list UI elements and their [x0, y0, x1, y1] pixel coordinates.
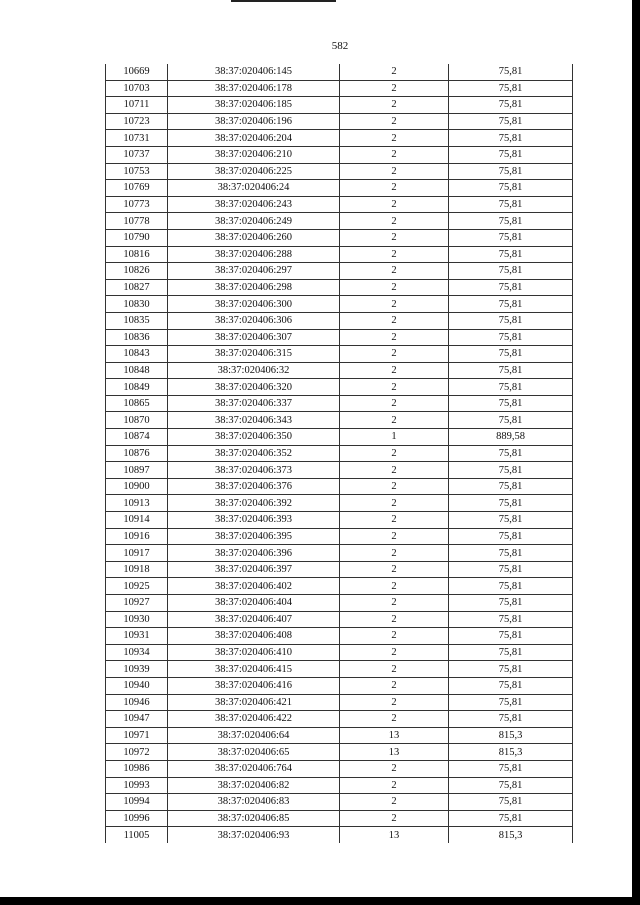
count-cell: 2	[340, 64, 449, 80]
table-row	[106, 462, 573, 479]
record-number-cell: 10835	[106, 312, 168, 329]
value-cell: 815,3	[449, 827, 573, 843]
record-number-cell: 10900	[106, 478, 168, 495]
record-number-cell: 10769	[106, 180, 168, 197]
count-cell: 2	[340, 810, 449, 827]
value-cell: 75,81	[449, 495, 573, 512]
value-cell: 75,81	[449, 246, 573, 263]
cadastral-number-cell: 38:37:020406:185	[168, 97, 340, 114]
count-cell: 2	[340, 379, 449, 396]
table-row	[106, 644, 573, 661]
count-cell: 2	[340, 445, 449, 462]
count-cell: 2	[340, 611, 449, 628]
record-number-cell: 10737	[106, 146, 168, 163]
cadastral-number-cell: 38:37:020406:415	[168, 661, 340, 678]
count-cell: 2	[340, 694, 449, 711]
table-row	[106, 296, 573, 313]
table-row	[106, 528, 573, 545]
value-cell: 75,81	[449, 677, 573, 694]
count-cell: 2	[340, 395, 449, 412]
table-row	[106, 578, 573, 595]
cadastral-number-cell: 38:37:020406:288	[168, 246, 340, 263]
table-row	[106, 263, 573, 280]
value-cell: 75,81	[449, 263, 573, 280]
scan-bottom-edge	[0, 897, 640, 905]
table-row	[106, 146, 573, 163]
count-cell: 2	[340, 595, 449, 612]
cadastral-number-cell: 38:37:020406:397	[168, 561, 340, 578]
cadastral-number-cell: 38:37:020406:352	[168, 445, 340, 462]
count-cell: 13	[340, 727, 449, 744]
table-row	[106, 229, 573, 246]
record-number-cell: 10940	[106, 677, 168, 694]
table-row	[106, 545, 573, 562]
value-cell: 75,81	[449, 130, 573, 147]
record-number-cell: 10931	[106, 628, 168, 645]
cadastral-number-cell: 38:37:020406:249	[168, 213, 340, 230]
record-number-cell: 10914	[106, 512, 168, 529]
count-cell: 2	[340, 329, 449, 346]
table-row	[106, 163, 573, 180]
table-row	[106, 213, 573, 230]
value-cell: 75,81	[449, 644, 573, 661]
value-cell: 75,81	[449, 163, 573, 180]
table-row	[106, 478, 573, 495]
record-number-cell: 10753	[106, 163, 168, 180]
table-row	[106, 130, 573, 147]
registry-table	[105, 64, 573, 843]
page-number: 582	[331, 40, 349, 52]
value-cell: 75,81	[449, 180, 573, 197]
count-cell: 2	[340, 312, 449, 329]
count-cell: 2	[340, 578, 449, 595]
record-number-cell: 10993	[106, 777, 168, 794]
table-row	[106, 445, 573, 462]
cadastral-number-cell: 38:37:020406:392	[168, 495, 340, 512]
count-cell: 2	[340, 196, 449, 213]
table-row	[106, 694, 573, 711]
cadastral-number-cell: 38:37:020406:422	[168, 711, 340, 728]
cadastral-number-cell: 38:37:020406:416	[168, 677, 340, 694]
value-cell: 75,81	[449, 196, 573, 213]
cadastral-number-cell: 38:37:020406:83	[168, 794, 340, 811]
value-cell: 75,81	[449, 346, 573, 363]
table-row	[106, 760, 573, 777]
cadastral-number-cell: 38:37:020406:376	[168, 478, 340, 495]
value-cell: 75,81	[449, 296, 573, 313]
cadastral-number-cell: 38:37:020406:408	[168, 628, 340, 645]
table-row	[106, 329, 573, 346]
table-row	[106, 113, 573, 130]
count-cell: 2	[340, 794, 449, 811]
value-cell: 75,81	[449, 445, 573, 462]
value-cell: 75,81	[449, 611, 573, 628]
count-cell: 2	[340, 711, 449, 728]
cadastral-number-cell: 38:37:020406:402	[168, 578, 340, 595]
cadastral-number-cell: 38:37:020406:24	[168, 180, 340, 197]
value-cell: 75,81	[449, 628, 573, 645]
count-cell: 2	[340, 229, 449, 246]
record-number-cell: 10816	[106, 246, 168, 263]
value-cell: 75,81	[449, 512, 573, 529]
cadastral-number-cell: 38:37:020406:32	[168, 362, 340, 379]
table-row	[106, 777, 573, 794]
value-cell: 75,81	[449, 794, 573, 811]
value-cell: 815,3	[449, 744, 573, 761]
value-cell: 75,81	[449, 760, 573, 777]
cadastral-number-cell: 38:37:020406:421	[168, 694, 340, 711]
record-number-cell: 10711	[106, 97, 168, 114]
count-cell: 2	[340, 528, 449, 545]
record-number-cell: 10836	[106, 329, 168, 346]
count-cell: 2	[340, 263, 449, 280]
table-row	[106, 727, 573, 744]
record-number-cell: 10897	[106, 462, 168, 479]
cadastral-number-cell: 38:37:020406:396	[168, 545, 340, 562]
value-cell: 75,81	[449, 711, 573, 728]
count-cell: 2	[340, 677, 449, 694]
table-row	[106, 561, 573, 578]
count-cell: 2	[340, 346, 449, 363]
record-number-cell: 10826	[106, 263, 168, 280]
top-scan-rule	[231, 0, 336, 2]
table-row	[106, 827, 573, 843]
count-cell: 2	[340, 478, 449, 495]
cadastral-number-cell: 38:37:020406:307	[168, 329, 340, 346]
count-cell: 2	[340, 146, 449, 163]
table-row	[106, 677, 573, 694]
count-cell: 2	[340, 279, 449, 296]
value-cell: 75,81	[449, 279, 573, 296]
table-row	[106, 362, 573, 379]
record-number-cell: 10918	[106, 561, 168, 578]
record-number-cell: 10916	[106, 528, 168, 545]
cadastral-number-cell: 38:37:020406:410	[168, 644, 340, 661]
cadastral-number-cell: 38:37:020406:393	[168, 512, 340, 529]
value-cell: 75,81	[449, 528, 573, 545]
table-row	[106, 97, 573, 114]
value-cell: 75,81	[449, 545, 573, 562]
record-number-cell: 10703	[106, 80, 168, 97]
record-number-cell: 10972	[106, 744, 168, 761]
cadastral-number-cell: 38:37:020406:82	[168, 777, 340, 794]
table-row	[106, 412, 573, 429]
count-cell: 2	[340, 412, 449, 429]
value-cell: 75,81	[449, 578, 573, 595]
cadastral-number-cell: 38:37:020406:395	[168, 528, 340, 545]
cadastral-number-cell: 38:37:020406:373	[168, 462, 340, 479]
count-cell: 2	[340, 130, 449, 147]
record-number-cell: 10865	[106, 395, 168, 412]
table-row	[106, 279, 573, 296]
cadastral-number-cell: 38:37:020406:306	[168, 312, 340, 329]
record-number-cell: 10827	[106, 279, 168, 296]
value-cell: 75,81	[449, 362, 573, 379]
value-cell: 75,81	[449, 146, 573, 163]
value-cell: 75,81	[449, 97, 573, 114]
value-cell: 75,81	[449, 810, 573, 827]
table-row	[106, 711, 573, 728]
value-cell: 889,58	[449, 429, 573, 446]
count-cell: 2	[340, 644, 449, 661]
record-number-cell: 10946	[106, 694, 168, 711]
table-row	[106, 379, 573, 396]
table-row	[106, 246, 573, 263]
table-row	[106, 794, 573, 811]
count-cell: 13	[340, 827, 449, 843]
record-number-cell: 10870	[106, 412, 168, 429]
value-cell: 75,81	[449, 213, 573, 230]
count-cell: 2	[340, 462, 449, 479]
cadastral-number-cell: 38:37:020406:196	[168, 113, 340, 130]
registry-table-body	[106, 64, 573, 843]
count-cell: 2	[340, 512, 449, 529]
record-number-cell: 10876	[106, 445, 168, 462]
record-number-cell: 10930	[106, 611, 168, 628]
record-number-cell: 10947	[106, 711, 168, 728]
value-cell: 75,81	[449, 229, 573, 246]
record-number-cell: 10731	[106, 130, 168, 147]
table-row	[106, 64, 573, 80]
record-number-cell: 10986	[106, 760, 168, 777]
value-cell: 75,81	[449, 462, 573, 479]
cadastral-number-cell: 38:37:020406:210	[168, 146, 340, 163]
table-row	[106, 80, 573, 97]
value-cell: 75,81	[449, 64, 573, 80]
record-number-cell: 10971	[106, 727, 168, 744]
record-number-cell: 10778	[106, 213, 168, 230]
table-row	[106, 312, 573, 329]
count-cell: 2	[340, 113, 449, 130]
count-cell: 2	[340, 561, 449, 578]
value-cell: 815,3	[449, 727, 573, 744]
count-cell: 2	[340, 296, 449, 313]
record-number-cell: 10994	[106, 794, 168, 811]
value-cell: 75,81	[449, 329, 573, 346]
cadastral-number-cell: 38:37:020406:85	[168, 810, 340, 827]
record-number-cell: 10849	[106, 379, 168, 396]
cadastral-number-cell: 38:37:020406:320	[168, 379, 340, 396]
cadastral-number-cell: 38:37:020406:337	[168, 395, 340, 412]
value-cell: 75,81	[449, 777, 573, 794]
count-cell: 2	[340, 80, 449, 97]
table-row	[106, 611, 573, 628]
count-cell: 2	[340, 97, 449, 114]
record-number-cell: 10790	[106, 229, 168, 246]
count-cell: 2	[340, 495, 449, 512]
count-cell: 2	[340, 777, 449, 794]
table-row	[106, 429, 573, 446]
table-row	[106, 180, 573, 197]
record-number-cell: 10830	[106, 296, 168, 313]
count-cell: 2	[340, 246, 449, 263]
table-row	[106, 395, 573, 412]
record-number-cell: 10939	[106, 661, 168, 678]
cadastral-number-cell: 38:37:020406:298	[168, 279, 340, 296]
cadastral-number-cell: 38:37:020406:407	[168, 611, 340, 628]
value-cell: 75,81	[449, 595, 573, 612]
record-number-cell: 10917	[106, 545, 168, 562]
value-cell: 75,81	[449, 661, 573, 678]
scan-right-edge	[632, 0, 640, 905]
table-row	[106, 744, 573, 761]
cadastral-number-cell: 38:37:020406:260	[168, 229, 340, 246]
cadastral-number-cell: 38:37:020406:343	[168, 412, 340, 429]
record-number-cell: 10773	[106, 196, 168, 213]
table-row	[106, 810, 573, 827]
count-cell: 2	[340, 180, 449, 197]
value-cell: 75,81	[449, 379, 573, 396]
record-number-cell: 10669	[106, 64, 168, 80]
count-cell: 2	[340, 362, 449, 379]
count-cell: 2	[340, 213, 449, 230]
record-number-cell: 11005	[106, 827, 168, 843]
value-cell: 75,81	[449, 312, 573, 329]
record-number-cell: 10913	[106, 495, 168, 512]
value-cell: 75,81	[449, 80, 573, 97]
value-cell: 75,81	[449, 694, 573, 711]
cadastral-number-cell: 38:37:020406:225	[168, 163, 340, 180]
cadastral-number-cell: 38:37:020406:178	[168, 80, 340, 97]
count-cell: 2	[340, 628, 449, 645]
value-cell: 75,81	[449, 395, 573, 412]
cadastral-number-cell: 38:37:020406:243	[168, 196, 340, 213]
count-cell: 2	[340, 760, 449, 777]
table-row	[106, 595, 573, 612]
value-cell: 75,81	[449, 561, 573, 578]
table-row	[106, 512, 573, 529]
table-row	[106, 196, 573, 213]
record-number-cell: 10723	[106, 113, 168, 130]
table-row	[106, 628, 573, 645]
count-cell: 2	[340, 163, 449, 180]
count-cell: 2	[340, 545, 449, 562]
table-row	[106, 495, 573, 512]
count-cell: 2	[340, 661, 449, 678]
record-number-cell: 10848	[106, 362, 168, 379]
cadastral-number-cell: 38:37:020406:297	[168, 263, 340, 280]
cadastral-number-cell: 38:37:020406:64	[168, 727, 340, 744]
record-number-cell: 10934	[106, 644, 168, 661]
cadastral-number-cell: 38:37:020406:204	[168, 130, 340, 147]
value-cell: 75,81	[449, 478, 573, 495]
cadastral-number-cell: 38:37:020406:350	[168, 429, 340, 446]
table-row	[106, 661, 573, 678]
cadastral-number-cell: 38:37:020406:65	[168, 744, 340, 761]
record-number-cell: 10843	[106, 346, 168, 363]
count-cell: 13	[340, 744, 449, 761]
table-row	[106, 346, 573, 363]
value-cell: 75,81	[449, 113, 573, 130]
cadastral-number-cell: 38:37:020406:93	[168, 827, 340, 843]
count-cell: 1	[340, 429, 449, 446]
cadastral-number-cell: 38:37:020406:404	[168, 595, 340, 612]
value-cell: 75,81	[449, 412, 573, 429]
cadastral-number-cell: 38:37:020406:300	[168, 296, 340, 313]
record-number-cell: 10925	[106, 578, 168, 595]
cadastral-number-cell: 38:37:020406:145	[168, 64, 340, 80]
cadastral-number-cell: 38:37:020406:764	[168, 760, 340, 777]
record-number-cell: 10874	[106, 429, 168, 446]
record-number-cell: 10996	[106, 810, 168, 827]
cadastral-number-cell: 38:37:020406:315	[168, 346, 340, 363]
record-number-cell: 10927	[106, 595, 168, 612]
